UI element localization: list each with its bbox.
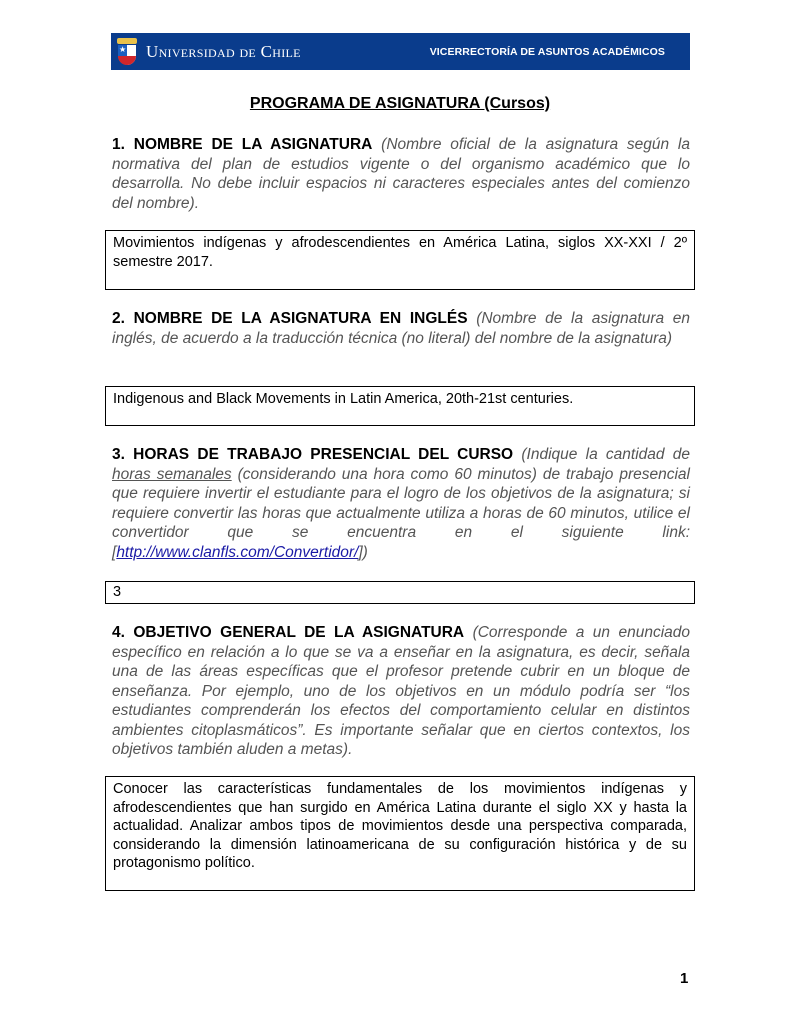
section-1-answer: Movimientos indígenas y afrodescendientes en América Latina, siglos XX-XXI / 2º semestre 2017. [113,235,687,270]
document-title: PROGRAMA DE ASIGNATURA (Cursos) [249,95,551,112]
university-seal-icon: ★ [116,37,138,67]
section-1-answer-box [105,230,695,290]
section-4-heading: 4. OBJETIVO GENERAL DE LA ASIGNATURA [112,624,465,641]
section-3-description-start: Indique la cantidad de [526,446,691,463]
section-3-heading: 3. HORAS DE TRABAJO PRESENCIAL DEL CURSO [112,446,514,463]
vicerrectoria-name: VICERRECTORÍA DE ASUNTOS ACADÉMICOS [429,45,665,58]
section-3: 3. HORAS DE TRABAJO PRESENCIAL DEL CURSO (Indique la cantidad de horas semanales (considerando una hora como 60 minutos) de trabajo presencial que requiere invertir el estudiante para el logro de los objetivos de la asignatura; si requiere convertir las horas que actualmente utiliza a horas de 60 minutos, utilice el convertidor que se encuentra en el siguiente link: [http://www.clanfls.com/Convertidor/]) [112,446,691,561]
header-banner [111,33,690,70]
section-4-answer: Conocer las características fundamentales de los movimientos indígenas y afrodescendientes que han surgido en América Latina durante el siglo XX y hasta la actualidad. Analizar ambos tipos de movimientos desde una perspectiva comparada, considerando la dimensión latinoamericana de su configuración histórica y de su protagonismo político. [113,781,687,871]
section-4: 4. OBJETIVO GENERAL DE LA ASIGNATURA (Corresponde a un enunciado específico en relación a lo que se va a enseñar en la asignatura, es decir, señala una de las áreas específicas que el profesor pretende cubrir en un bloque de enseñanza. Por ejemplo, uno de los objetivos en un módulo podría ser “los estudiantes comprenderán los efectos del comportamiento celular en distintos ambientes citoplasmáticos”. Es importante señalar que en ciertos contextos, los objetivos también aluden a metas). [112,624,690,758]
section-4-answer-box [105,776,695,891]
section-1-heading: 1. NOMBRE DE LA ASIGNATURA [112,136,373,153]
section-3-answer-box [105,581,695,604]
section-3-answer: 3 [113,584,122,600]
page-number: 1 [680,970,689,987]
section-2-description: Nombre de la asignatura en inglés, de acuerdo a la traducción técnica (no literal) del nombre de la asignatura) [112,310,690,347]
section-4-description: Corresponde a un enunciado específico en relación a lo que se va a enseñar en la asignatura, es decir, señala una de las áreas específicas que el profesor pretende cubrir en un bloque de enseñanza. Por ejemplo, uno de los objetivos en un módulo podría ser “los estudiantes comprenderán los efectos del comportamiento celular en distintos ambientes citoplasmáticos”. Es importante señalar que en ciertos contextos, los objetivos también aluden a metas). [112,624,690,758]
section-3-underlined-text: horas semanales [112,465,232,483]
section-2-heading: 2. NOMBRE DE LA ASIGNATURA EN INGLÉS [112,310,468,327]
university-name: Universidad de Chile [146,41,301,61]
convertidor-link[interactable]: http://www.clanfls.com/Convertidor/ [116,543,359,561]
section-3-description-end: ]) [358,543,368,561]
section-2-answer-box [105,386,695,426]
section-3-description-middle: (considerando una hora como 60 minutos) de trabajo presencial que requiere invertir el estudiante para el logro de los objetivos de la asignatura; si requiere convertir las horas que actualmente utiliza a horas de 60 minutos, utilice el convertidor que se encuentra en el siguiente link: [ [112,465,690,561]
section-2-answer: Indigenous and Black Movements in Latin America, 20th-21st centuries. [113,391,574,407]
section-1-description: Nombre oficial de la asignatura según la normativa del plan de estudios vigente o del organismo académico que lo desarrolla. No debe incluir espacios ni caracteres especiales antes del comienzo del nombre). [112,136,690,212]
section-1: 1. NOMBRE DE LA ASIGNATURA (Nombre oficial de la asignatura según la normativa del plan de estudios vigente o del organismo académico que lo desarrolla. No debe incluir espacios ni caracteres especiales antes del comienzo del nombre). [112,136,690,212]
section-2: 2. NOMBRE DE LA ASIGNATURA EN INGLÉS (Nombre de la asignatura en inglés, de acuerdo a la traducción técnica (no literal) del nombre de la asignatura) [112,310,690,347]
